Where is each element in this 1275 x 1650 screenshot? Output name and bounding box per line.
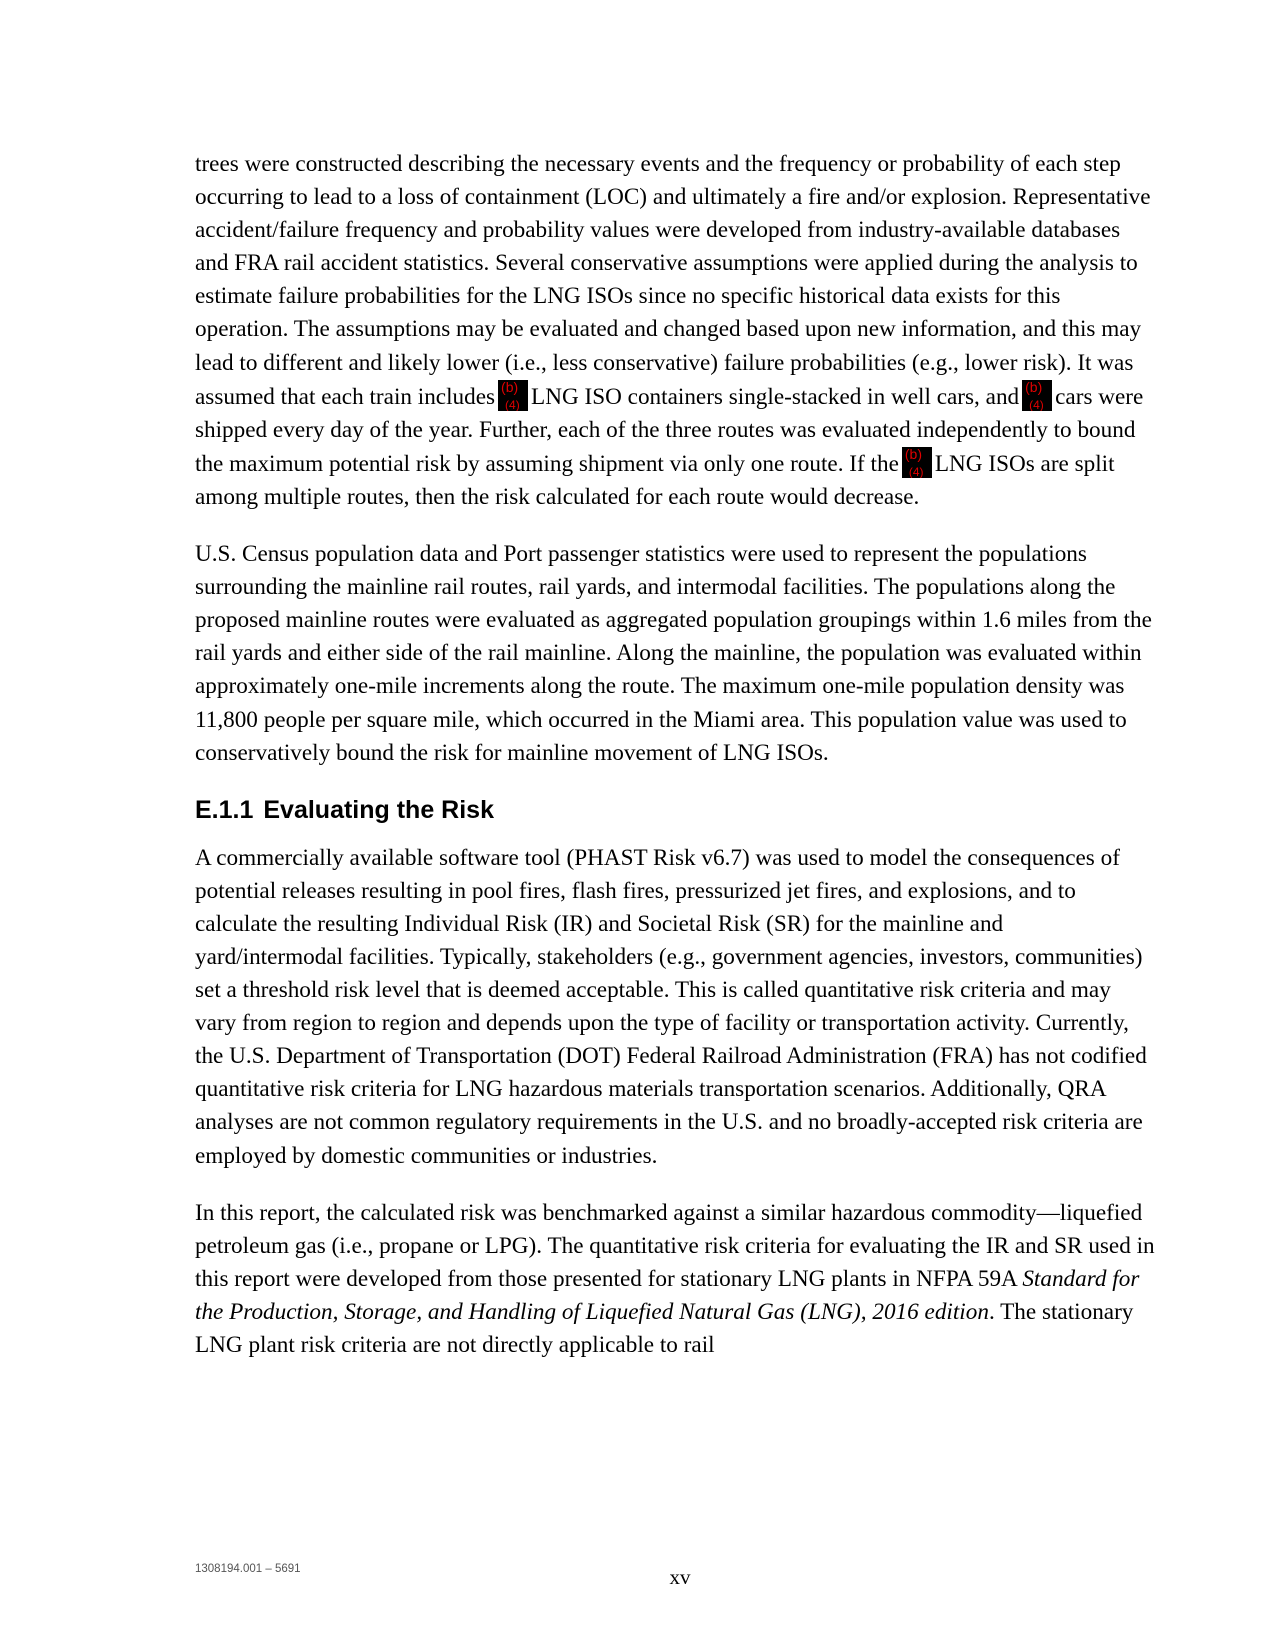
redaction-code-line2: (4) — [505, 397, 520, 411]
page-number: xv — [669, 1565, 691, 1589]
redaction-box — [498, 380, 528, 411]
footer-document-id: 1308194.001 – 5691 — [195, 1563, 301, 1575]
paragraph-text: LNG ISO containers single-stacked in well cars, and — [531, 383, 1020, 410]
standard-title-italic: Standard for the Production, Storage, and Handling of Liquefied Natural Gas (LNG), 2016 edition — [195, 1265, 1140, 1325]
paragraph-text: LNG ISOs are split among multiple routes, then the risk calculated for each route would decrease. — [195, 450, 1115, 510]
page-content — [195, 148, 1155, 1386]
section-number: E.1.1 — [195, 795, 254, 824]
paragraph-phast-risk: A commercially available software tool (PHAST Risk v6.7) was used to model the consequences of potential releases resulting in pool fires, flash fires, pressurized jet fires, and explosions, and to calculate the resulting Individual Risk (IR) and Societal Risk (SR) for the mainline and yard/intermodal facilities. Typically, stakeholders (e.g., government agencies, investors, communities) set a threshold risk level that is deemed acceptable. This is called quantitative risk criteria and may vary from region to region and depends upon the type of facility or transportation activity. Currently, the U.S. Department of Transportation (DOT) Federal Railroad Administration (FRA) has not codified quantitative risk criteria for LNG hazardous materials transportation scenarios. Additionally, QRA analyses are not common regulatory requirements in the U.S. and no broadly-accepted risk criteria are employed by domestic communities or industries. — [195, 844, 1147, 1169]
section-title: Evaluating the Risk — [263, 795, 494, 824]
redaction-code-line2: (4) — [1029, 397, 1044, 411]
redaction-box — [902, 447, 932, 478]
redaction-code: (b) — [904, 446, 923, 462]
redaction-box — [1022, 380, 1052, 411]
paragraph-text: trees were constructed describing the necessary events and the frequency or probability of each step occurring to lead to a loss of containment (LOC) and ultimately a fire and/or explosion. Representative accident/failure frequency and probability values were developed from industry-available databases and FRA rail accident statistics. Several conservative assumptions were applied during the analysis to estimate failure probabilities for the LNG ISOs since no specific historical data exists for this operation. The assumptions may be evaluated and changed based upon new information, and this may lead to different and likely lower (i.e., less conservative) failure probabilities (e.g., lower risk). It was assumed that each train includes — [195, 151, 1151, 410]
paragraph-census-population: U.S. Census population data and Port passenger statistics were used to represent the populations surrounding the mainline rail routes, rail yards, and intermodal facilities. The populations along the proposed mainline routes were evaluated as aggregated population groupings within 1.6 miles from the rail yards and either side of the rail mainline. Along the mainline, the population was evaluated within approximately one-mile increments along the route. The maximum one-mile population density was 11,800 people per square mile, which occurred in the Miami area. This population value was used to conservatively bound the risk for mainline movement of LNG ISOs. — [195, 541, 1152, 766]
redaction-code: (b) — [501, 379, 519, 395]
paragraph-text: cars were shipped every day of the year. Further, each of the three routes was evaluated independently to bound the maximum potential risk by assuming shipment via only one route. If the — [195, 383, 1144, 477]
section-heading — [195, 794, 1155, 826]
redaction-code: (b) — [1025, 379, 1043, 395]
paragraph-text: In this report, the calculated risk was benchmarked against a similar hazardous commodity—liquefied petroleum gas (i.e., propane or LPG). The quantitative risk criteria for evaluating the IR and SR used in this report were developed from those presented for stationary LNG plants in NFPA 59A — [195, 1199, 1155, 1292]
paragraph-text: . The stationary LNG plant risk criteria are not directly applicable to rail — [195, 1298, 1134, 1358]
redaction-code-line2: (4) — [908, 464, 924, 478]
paragraph-fault-trees — [195, 148, 1155, 514]
paragraph-benchmark — [195, 1197, 1155, 1362]
